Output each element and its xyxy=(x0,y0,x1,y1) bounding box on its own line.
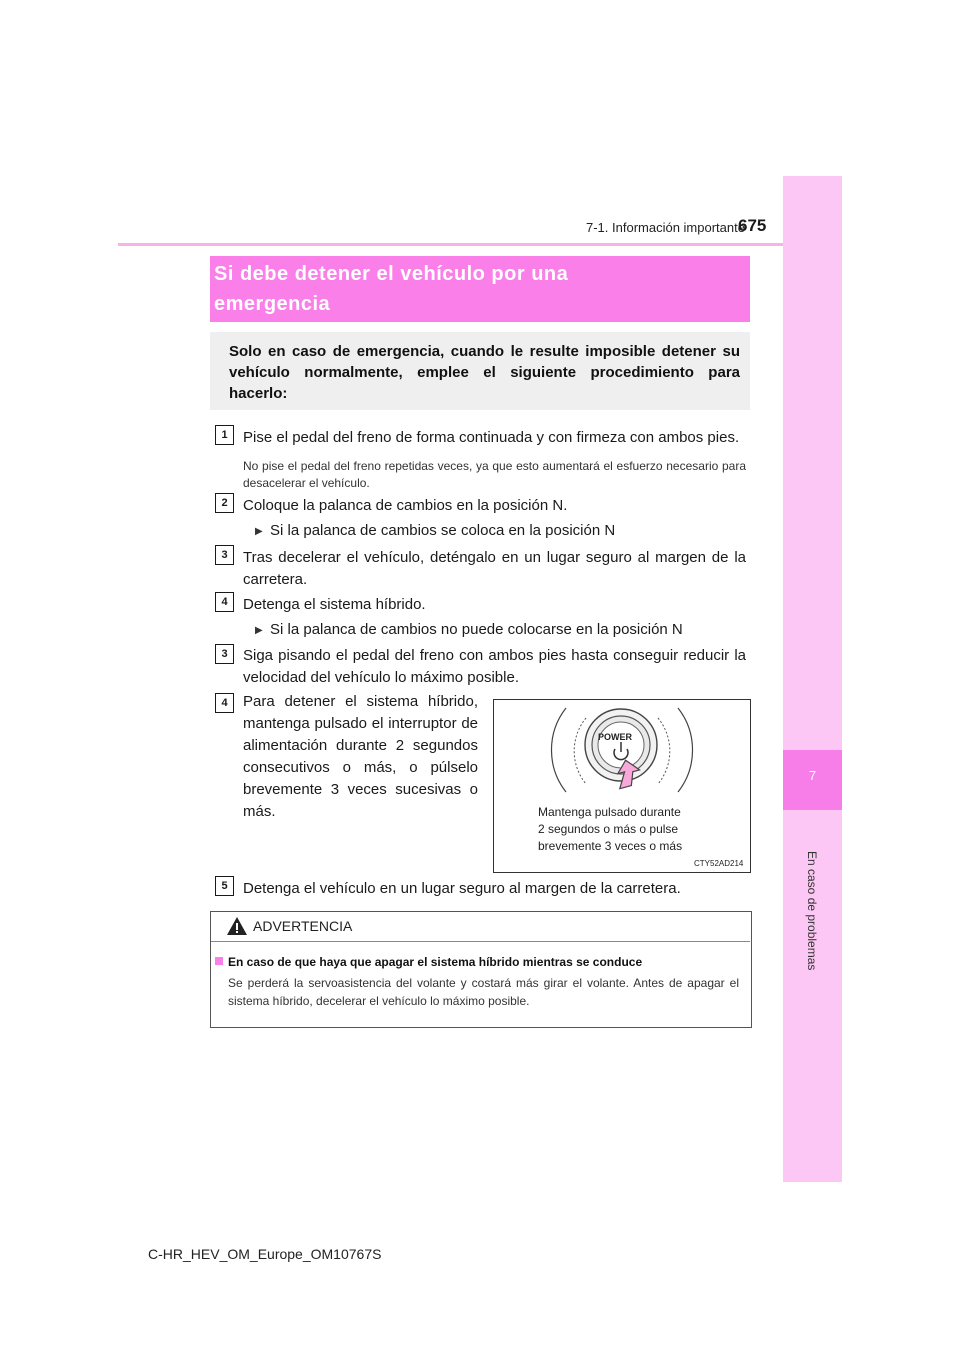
page-title-line-2: emergencia xyxy=(214,293,331,315)
warning-triangle-icon xyxy=(226,916,248,936)
step-badge: 1 xyxy=(215,425,234,445)
header-rule xyxy=(118,243,842,246)
warning-item-text: Se perderá la servoasistencia del volante y costará más girar el volante. Antes de apagar el sistema híbrido, decelerar el vehículo lo máximo posible. xyxy=(228,976,739,1008)
figure-caption-line-3: brevemente 3 veces o más xyxy=(538,839,683,853)
step-badge: 4 xyxy=(215,693,234,713)
power-button-label: POWER xyxy=(598,732,633,742)
step-3a-text: Tras decelerar el vehículo, deténgalo en un lugar seguro al margen de la carretera. xyxy=(243,549,746,588)
step-badge: 5 xyxy=(215,876,234,896)
power-switch-figure xyxy=(493,699,751,873)
page-title-line-1: Si debe detener el vehículo por una xyxy=(214,263,569,285)
document-code-footer: C-HR_HEV_OM_Europe_OM10767S xyxy=(148,1246,382,1262)
condition-a: Si la palanca de cambios se coloca en la posición N xyxy=(270,522,616,539)
step-badge: 2 xyxy=(215,493,234,513)
step-4a-text: Detenga el sistema híbrido. xyxy=(243,596,426,613)
step-4b-text: Para detener el sistema híbrido, mantenga pulsado el interruptor de alimentación durante 2 segundos consecutivos o más, o púlselo brevemente 3 veces sucesivas o más. xyxy=(243,693,478,820)
warning-bullet-square xyxy=(215,957,223,965)
step-badge: 4 xyxy=(215,592,234,612)
warning-item-title: En caso de que haya que apagar el sistema híbrido mientras se conduce xyxy=(228,955,643,969)
step-1-text: Pise el pedal del freno de forma continuada y con firmeza con ambos pies. xyxy=(243,429,740,446)
figure-code: CTY52AD214 xyxy=(694,859,744,868)
step-5-text: Detenga el vehículo en un lugar seguro al margen de la carretera. xyxy=(243,880,681,897)
condition-b: Si la palanca de cambios no puede colocarse en la posición N xyxy=(270,621,683,638)
figure-caption-line-1: Mantenga pulsado durante xyxy=(538,805,681,819)
page-number: 675 xyxy=(738,216,767,235)
section-reference: 7-1. Información importante xyxy=(586,220,745,235)
step-2-text: Coloque la palanca de cambios en la posición N. xyxy=(243,497,568,514)
figure-caption-line-2: 2 segundos o más o pulse xyxy=(538,822,679,836)
chapter-number: 7 xyxy=(808,768,817,783)
step-3b-text: Siga pisando el pedal del freno con ambos pies hasta conseguir reducir la velocidad del vehículo lo máximo posible. xyxy=(243,647,746,686)
triangle-bullet-icon: ▶ xyxy=(255,526,263,537)
figure-caption xyxy=(538,804,682,855)
chapter-label: En caso de problemas xyxy=(805,851,819,971)
warning-header-rule xyxy=(211,941,750,942)
triangle-bullet-icon: ▶ xyxy=(255,625,263,636)
step-badge: 3 xyxy=(215,545,234,565)
step-badge: 3 xyxy=(215,644,234,664)
chapter-side-strip xyxy=(783,176,842,1182)
step-1-note: No pise el pedal del freno repetidas veces, ya que esto aumentará el esfuerzo necesario para desacelerar el vehículo. xyxy=(243,459,746,490)
intro-text: Solo en caso de emergencia, cuando le resulte imposible detener su vehículo normalmente, emplee el siguiente procedimiento para hacerlo: xyxy=(229,343,740,402)
page-title xyxy=(214,259,734,319)
warning-title: ADVERTENCIA xyxy=(253,918,353,934)
